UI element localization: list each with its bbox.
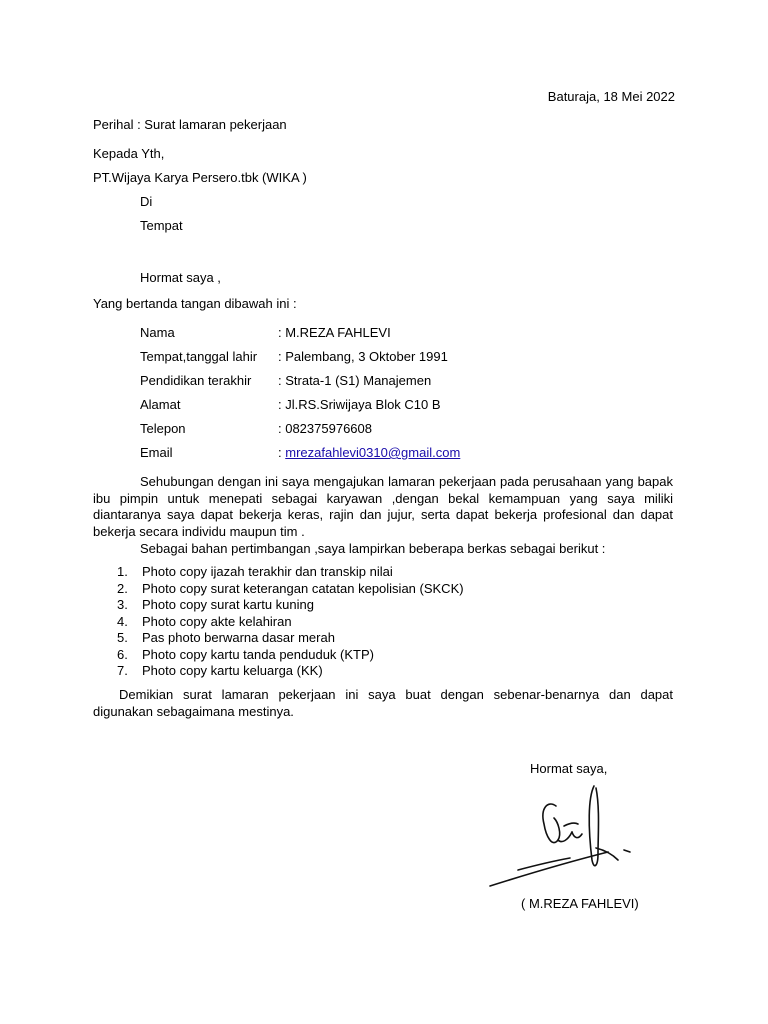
list-number: 5. [117,630,128,645]
attachment-list [117,564,464,680]
body-paragraph-2: Sebagai bahan pertimbangan ,saya lampirkan beberapa berkas sebagai berikut : [140,541,606,556]
list-number: 3. [117,597,128,612]
signer-name: ( M.REZA FAHLEVI) [521,896,639,911]
email-link[interactable]: mrezafahlevi0310@gmail.com [285,445,461,460]
info-label: Alamat [140,397,181,412]
body-paragraph-1: Sehubungan dengan ini saya mengajukan lamaran pekerjaan pada perusahaan yang bapak ibu pimpin untuk menepati sebagai karyawan ,dengan bekal kemampuan yang saya miliki diantaranya saya dapat bekerja keras, rajin dan jujur, serta dapat bekerja profesional dan dapat bekerja secara individu maupun tim . [93,474,673,539]
list-number: 2. [117,580,128,596]
recipient-company: PT.Wijaya Karya Persero.tbk (WIKA ) [93,170,307,185]
info-value: : M.REZA FAHLEVI [278,325,391,340]
list-text: Photo copy akte kelahiran [142,613,292,629]
info-label: Pendidikan terakhir [140,373,252,388]
list-item [117,597,464,614]
list-number: 1. [117,564,128,579]
list-item [117,630,464,647]
list-text: Pas photo berwarna dasar merah [142,630,335,645]
letter-subject: Perihal : Surat lamaran pekerjaan [93,117,287,132]
list-text: Photo copy kartu keluarga (KK) [142,663,323,678]
info-value: : 082375976608 [278,421,372,436]
list-text: Photo copy ijazah terakhir dan transkip nilai [142,564,393,579]
info-value [278,445,460,461]
list-item [117,663,464,680]
list-item [117,647,464,664]
list-item [117,564,464,581]
info-label: Email [140,445,173,460]
closing-paragraph: Demikian surat lamaran pekerjaan ini saya buat dengan sebenar-benarnya dan dapat digunakan sebagaimana mestinya. [93,687,673,719]
info-value: : Strata-1 (S1) Manajemen [278,373,432,388]
list-text: Photo copy kartu tanda penduduk (KTP) [142,646,374,662]
list-number: 4. [117,613,128,629]
opening-salutation: Hormat saya , [140,270,221,285]
letter-date: Baturaja, 18 Mei 2022 [547,89,675,104]
info-value: : Palembang, 3 Oktober 1991 [278,349,448,364]
signature-image [488,778,648,890]
recipient-di: Di [140,194,153,209]
list-number: 7. [117,663,128,678]
list-text: Photo copy surat kartu kuning [142,597,314,612]
info-label: Tempat,tanggal lahir [140,349,258,364]
list-number: 6. [117,646,128,662]
email-prefix: : [278,445,286,460]
info-value: : Jl.RS.Sriwijaya Blok C10 B [278,397,441,412]
intro-line: Yang bertanda tangan dibawah ini : [93,296,297,311]
info-label: Nama [140,325,175,340]
recipient-place: Tempat [140,218,183,233]
info-label: Telepon [140,421,186,436]
letter-greeting: Kepada Yth, [93,146,165,161]
list-item [117,581,464,598]
closing-salutation: Hormat saya, [530,761,608,776]
list-item [117,614,464,631]
list-text: Photo copy surat keterangan catatan kepolisian (SKCK) [142,580,464,596]
